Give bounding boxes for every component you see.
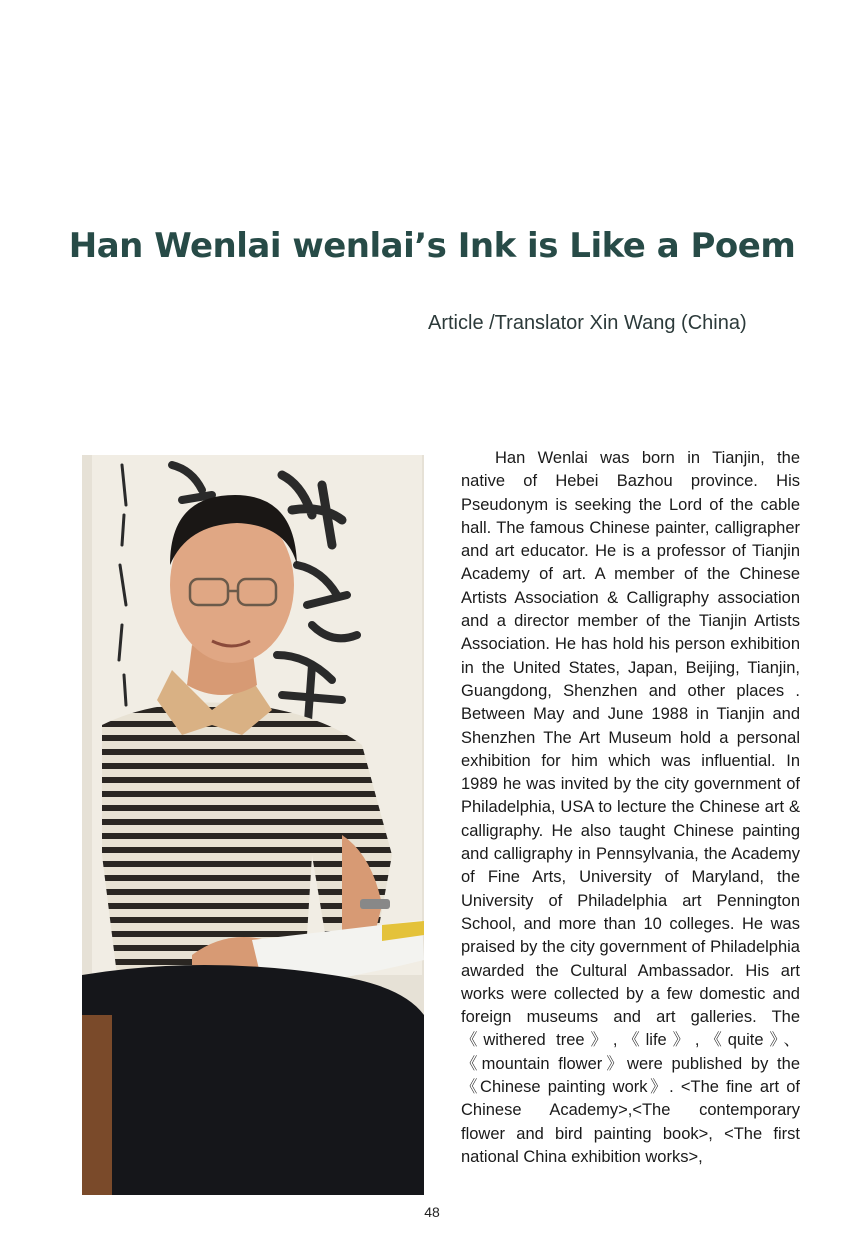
page-number: 48 xyxy=(424,1204,440,1220)
article-byline: Article /Translator Xin Wang (China) xyxy=(428,312,747,334)
article-title: Han Wenlai wenlai’s Ink is Like a Poem xyxy=(68,226,796,266)
portrait-photo xyxy=(82,455,424,1195)
article-body: Han Wenlai was born in Tianjin, the native of Hebei Bazhou province. His Pseudonym is seeking the Lord of the cable hall. The famous Chinese painter, calligrapher and art educator. He is a professor of Tianjin Academy of art. A member of the Chinese Artists Association & Calligraphy association and a director member of the Tianjin Artists Association. He has hold his person exhibition in the United States, Japan, Beijing, Tianjin, Guangdong, Shenzhen and other places . Between May and June 1988 in Tianjin and Shenzhen The Art Museum hold a personal exhibition for him which was influential. In 1989 he was invited by the city government of Philadelphia, USA to lecture the Chinese art & calligraphy. He also taught Chinese painting and calligraphy in Pennsylvania, the Academy of Fine Arts, University of Maryland, the University of Philadelphia art Pennington School, and more than 10 colleges. He was praised by the city government of Philadelphia awarded the Cultural Ambassador. His art works were collected by a few domestic and foreign museums and art galleries. The《withered tree》,《life》,《quite》、《mountain flower》were published by the 《Chinese painting work》. <The fine art of Chinese Academy>,<The contemporary flower and bird painting book>, <The first national China exhibition works>, xyxy=(461,449,800,1166)
